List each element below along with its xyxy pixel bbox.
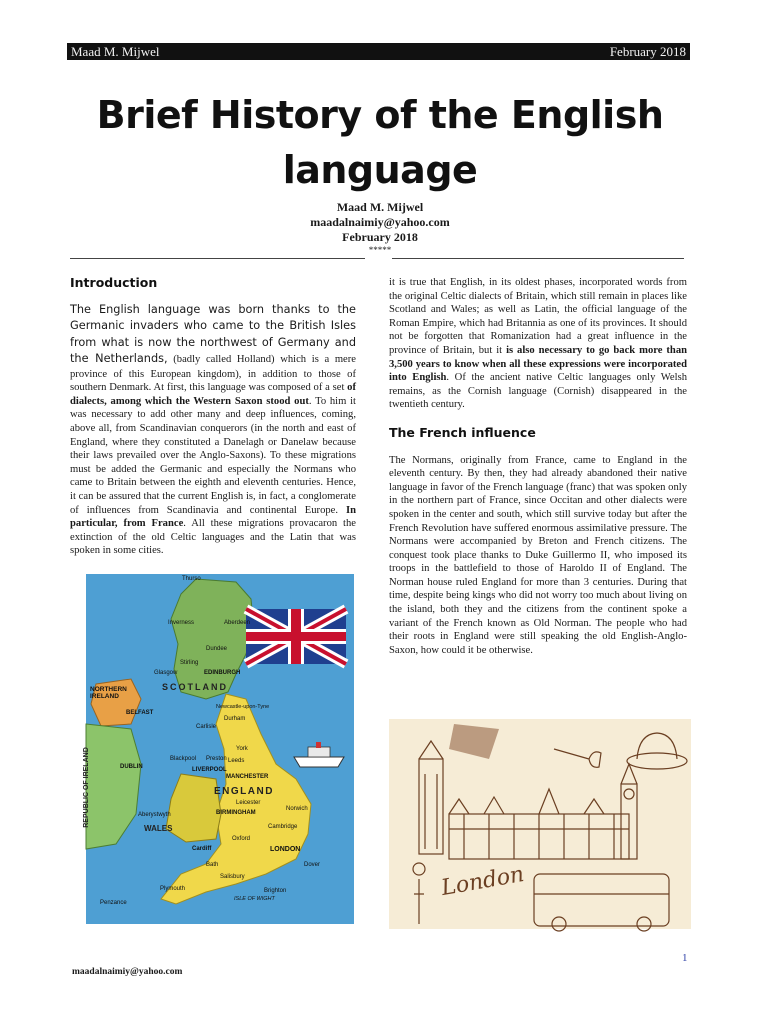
map-label-dover: Dover <box>304 862 321 868</box>
byline-stars: ***** <box>368 245 392 255</box>
map-label-leicester: Leicester <box>236 800 261 806</box>
map-label-brighton: Brighton <box>264 888 287 894</box>
map-label-thurso: Thurso <box>182 576 201 582</box>
intro-bold-1: of dialects, among which the Western Saxon stood out <box>70 382 356 407</box>
map-label-belfast: BELFAST <box>126 710 154 716</box>
london-illustration <box>389 719 691 929</box>
celtic-text-2: . Of the ancient native Celtic languages only Welsh remains, as the Cornish language (Cornish) disappeared in the twentieth century. <box>389 372 687 411</box>
map-label-inverness: Inverness <box>168 620 195 626</box>
map-label-liverpool: LIVERPOOL <box>192 767 227 773</box>
map-label-salisbury: Salisbury <box>220 874 245 880</box>
intro-paragraph <box>70 302 356 558</box>
intro-bold-2: In particular, from France <box>70 504 356 530</box>
map-label-aberdeen: Aberdeen <box>224 620 251 626</box>
map-label-cambridge: Cambridge <box>268 824 298 830</box>
map-label-glasgow: Glasgow <box>154 670 178 676</box>
title-line-1: Brief History of the English <box>96 93 664 137</box>
map-label-penzance: Penzance <box>100 900 127 906</box>
london-sketch-graphic <box>389 719 691 929</box>
map-label-scotland: SCOTLAND <box>162 682 228 692</box>
celtic-bold: is also necessary to go back more than 3,500 years to know when all these expressions were incorporated into English <box>389 344 688 384</box>
intro-heading: Introduction <box>70 275 158 290</box>
map-label-plymouth: Plymouth <box>160 886 186 892</box>
byline-email: maadalnaimiy@yahoo.com <box>310 215 450 229</box>
map-label-blackpool: Blackpool <box>170 756 197 762</box>
map-label-northern-ireland: NORTHERN IRELAND <box>90 686 127 700</box>
map-label-leeds: Leeds <box>228 758 245 764</box>
header-date: February 2018 <box>609 44 686 59</box>
intro-text-1: The English language was born thanks to the Germanic invaders who came to the British Isles from what is now the northwest of Germany and the Netherlands, <box>70 302 356 366</box>
map-label-aberystwyth: Aberystwyth <box>138 812 171 818</box>
french-paragraph: The Normans, originally from France, came to England in the eleventh century. By then, they had already abandoned their native language in favor of the French language (franc) that was spoken only in the northern part of France, since Occitan and other dialects were spoken in the center and south, which still survive today but after the French Revolution have suffered enormous assimilative pressure. The Normans were accompanied by Breton and French citizens. The conquest took place thanks to Duke Guillermo II, who imposed its troops in the battlefield to those of Haroldo II of England. The Norman house ruled England for more than 3 centuries. During that time, despite being kings who did not worry too much about living on the island, both they and the citizens from the continent spoke a variant of the French known as Old Norman. The people who had their roots in England were still speaking the old English-Anglo-Saxon, how could it be otherwise. <box>389 454 687 656</box>
intro-text-3: . All these migrations provacaron the extinction of the old Celtic languages and the Latin that was spoken in some cities. <box>70 518 356 557</box>
map-label-birmingham: BIRMINGHAM <box>216 810 256 816</box>
footer-email: maadalnaimiy@yahoo.com <box>72 967 183 977</box>
intro-text-1b: (badly called Holland) which is a mere province of this European kingdom), in addition to those of southern Denmark. At first, this language was composed of a set <box>70 354 356 394</box>
map-label-manchester: MANCHESTER <box>226 774 269 780</box>
french-influence-heading: The French influence <box>389 424 536 440</box>
header-author: Maad M. Mijwel <box>71 44 160 59</box>
page-number: 1 <box>682 952 688 964</box>
celtic-paragraph <box>389 276 687 412</box>
title-line-2: language <box>282 148 478 192</box>
map-label-preston: Preston <box>206 756 227 762</box>
uk-map-image <box>82 574 354 924</box>
union-flag <box>246 609 346 664</box>
map-label-wales: WALES <box>144 824 173 833</box>
celtic-text-1: it is true that English, in its oldest phases, incorporated words from the original Celtic dialects of Britain, which still remain in places like Scotland and Wales; as well as Latin, the official language of the Roman Empire, which had Britannia as one of its provinces. It should not be forgotten that Romanization had a great influence in the province of Britain, but it <box>389 277 687 356</box>
intro-column <box>70 276 356 558</box>
intro-text-2: . To him it was necessary to add other many and deep influences, coming, above all, from Scandinavian conquerors (in the north and east of England, where they constituted a Danelagh or Danelaw because their laws prevailed over the Anglo-Saxons). To these migrations must be added the Germanic and especially the Normans who came to Britain between the eighth and eleventh centuries. Hence, it can be assured that the current English is, in fact, a conglomerate of influences from Scandinavia and continental Europe. <box>70 395 356 516</box>
map-label-oxford: Oxford <box>232 836 251 842</box>
map-label-england: ENGLAND <box>214 786 274 797</box>
map-label-stirling: Stirling <box>180 660 199 666</box>
map-label-london: LONDON <box>270 846 301 853</box>
map-label-cardiff: Cardiff <box>192 846 212 852</box>
map-label-dundee: Dundee <box>206 646 228 652</box>
map-label-carlisle: Carlisle <box>196 724 217 730</box>
divider-left <box>70 258 365 259</box>
london-script-caption: London <box>439 861 527 902</box>
header-bar <box>67 43 690 60</box>
map-label-york: York <box>236 746 248 752</box>
right-column <box>389 276 687 657</box>
map-label-republic-of-ireland: REPUBLIC OF IRELAND <box>82 747 90 828</box>
divider-right <box>392 258 684 259</box>
map-label-newcastle: Newcastle-upon-Tyne <box>216 704 270 710</box>
map-label-edinburgh: EDINBURGH <box>204 670 241 676</box>
map-label-norwich: Norwich <box>286 806 308 812</box>
uk-map-graphic <box>86 574 354 924</box>
byline-author: Maad M. Mijwel <box>336 200 424 214</box>
page-title <box>60 88 700 198</box>
byline-date: February 2018 <box>342 230 418 244</box>
map-label-isle-of-wight: ISLE OF WIGHT <box>234 896 275 902</box>
map-label-dublin: DUBLIN <box>120 764 143 770</box>
map-label-durham: Durham <box>224 716 246 722</box>
map-label-bath: Bath <box>206 862 219 868</box>
